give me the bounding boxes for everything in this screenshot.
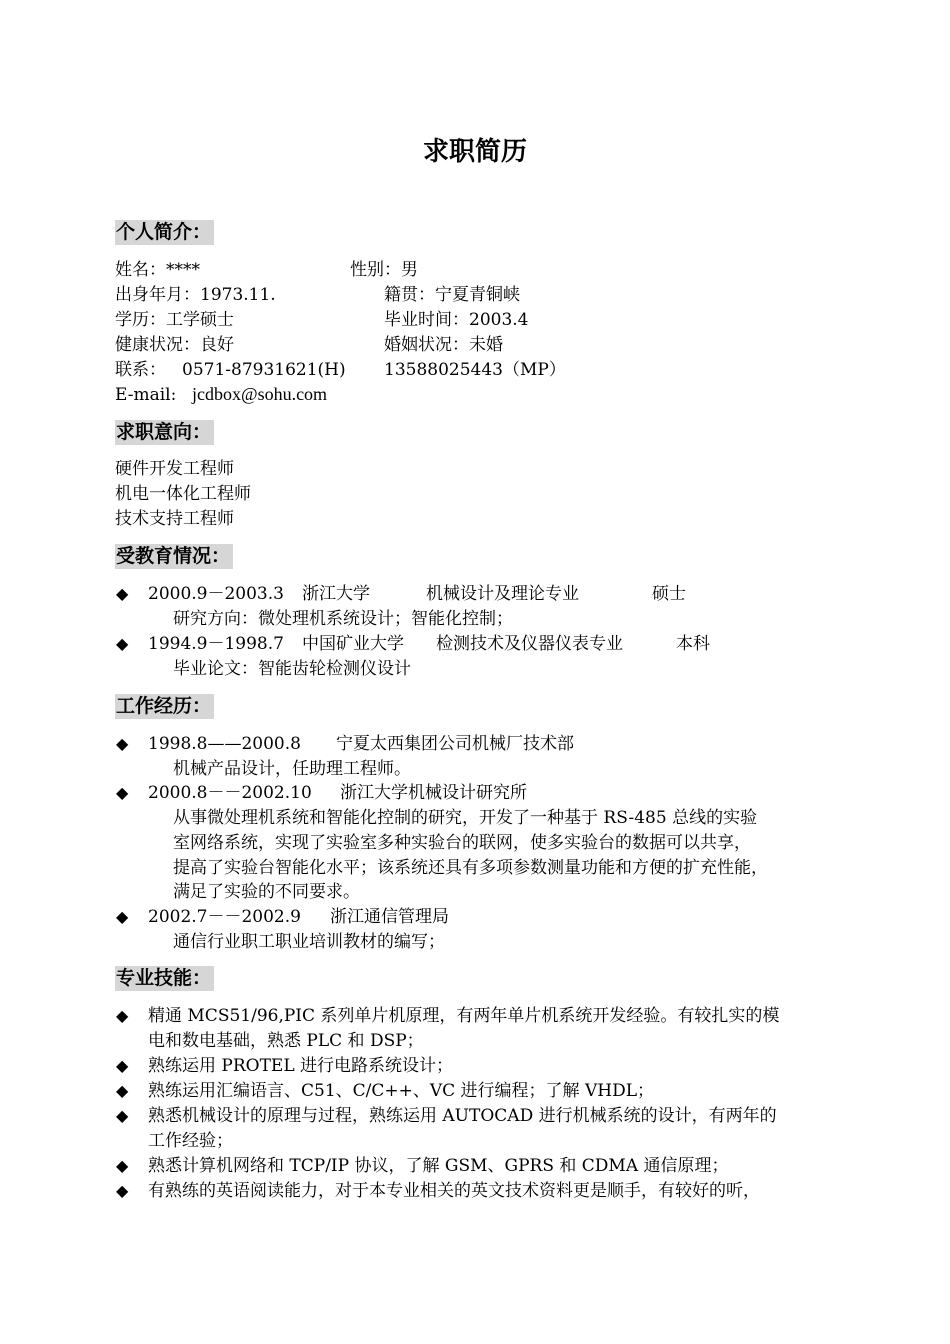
profile-birth: 出身年月：1973.11. <box>115 285 276 305</box>
diamond-bullet-icon: ◆ <box>116 634 129 653</box>
skill-line: 熟练运用 PROTEL 进行电路系统设计； <box>148 1056 454 1076</box>
work-desc-line: 机械产品设计，任助理工程师。 <box>173 759 411 779</box>
education-school: 浙江大学 <box>302 584 370 604</box>
skill-line: 工作经验； <box>148 1131 233 1151</box>
profile-name: 姓名：**** <box>115 260 200 280</box>
section-heading-skills: 专业技能： <box>115 966 214 991</box>
skill-line: 有熟练的英语阅读能力，对于本专业相关的英文技术资料更是顺手，有较好的听， <box>148 1181 760 1201</box>
diamond-bullet-icon: ◆ <box>116 1156 129 1175</box>
section-heading-profile: 个人简介： <box>115 220 214 245</box>
education-detail: 毕业论文：智能齿轮检测仪设计 <box>173 659 411 679</box>
work-period: 2000.8－－2002.10 <box>148 783 312 803</box>
profile-degree: 学历：工学硕士 <box>115 310 234 330</box>
skill-line: 精通 MCS51/96,PIC 系列单片机原理，有两年单片机系统开发经验。有较扎实的模 <box>148 1006 780 1026</box>
work-desc-line: 提高了实验台智能化水平；该系统还具有多项参数测量功能和方便的扩充性能， <box>173 858 768 878</box>
education-level: 本科 <box>676 634 710 654</box>
work-desc-line: 满足了实验的不同要求。 <box>173 882 360 902</box>
education-school: 中国矿业大学 <box>302 634 404 654</box>
education-period: 2000.9－2003.3 <box>148 584 284 604</box>
profile-contact-label: 联系： <box>115 360 166 380</box>
page-title: 求职简历 <box>422 137 527 167</box>
work-desc-line: 从事微处理机系统和智能化控制的研究，开发了一种基于 RS-485 总线的实验 <box>173 808 758 828</box>
objective-item: 机电一体化工程师 <box>115 484 251 504</box>
diamond-bullet-icon: ◆ <box>116 734 129 753</box>
diamond-bullet-icon: ◆ <box>116 1006 129 1025</box>
skill-line: 熟练运用汇编语言、C51、C/C++、VC 进行编程；了解 VHDL； <box>148 1081 654 1101</box>
profile-gender: 性别：男 <box>350 260 418 280</box>
diamond-bullet-icon: ◆ <box>116 1081 129 1100</box>
section-heading-objective: 求职意向： <box>115 420 214 445</box>
work-org: 浙江通信管理局 <box>330 907 449 927</box>
work-period: 2002.7－－2002.9 <box>148 907 301 927</box>
work-desc-line: 室网络系统，实现了实验室多种实验台的联网，使多实验台的数据可以共享， <box>173 833 751 853</box>
profile-marital: 婚姻状况：未婚 <box>384 335 503 355</box>
education-major: 机械设计及理论专业 <box>426 584 579 604</box>
skill-line: 熟悉计算机网络和 TCP/IP 协议，了解 GSM、GPRS 和 CDMA 通信原理； <box>148 1156 729 1176</box>
diamond-bullet-icon: ◆ <box>116 584 129 603</box>
profile-email-label: E-mail: <box>115 385 177 405</box>
education-period: 1994.9－1998.7 <box>148 634 284 654</box>
diamond-bullet-icon: ◆ <box>116 1181 129 1200</box>
work-org: 宁夏太西集团公司机械厂技术部 <box>336 734 574 754</box>
objective-item: 硬件开发工程师 <box>115 459 234 479</box>
work-org: 浙江大学机械设计研究所 <box>340 783 527 803</box>
objective-item: 技术支持工程师 <box>115 509 234 529</box>
profile-phone-mobile: 13588025443（MP） <box>384 360 566 380</box>
profile-health: 健康状况：良好 <box>115 335 234 355</box>
diamond-bullet-icon: ◆ <box>116 907 129 926</box>
skill-line: 电和数电基础，熟悉 PLC 和 DSP； <box>148 1031 424 1051</box>
profile-grad-time: 毕业时间：2003.4 <box>384 310 529 330</box>
diamond-bullet-icon: ◆ <box>116 1106 129 1125</box>
section-heading-work: 工作经历： <box>115 694 214 719</box>
diamond-bullet-icon: ◆ <box>116 783 129 802</box>
skill-line: 熟悉机械设计的原理与过程，熟练运用 AUTOCAD 进行机械系统的设计，有两年的 <box>148 1106 777 1126</box>
profile-native: 籍贯：宁夏青铜峡 <box>384 285 520 305</box>
work-period: 1998.8——2000.8 <box>148 734 301 754</box>
education-detail: 研究方向：微处理机系统设计；智能化控制； <box>173 609 513 629</box>
education-level: 硕士 <box>652 584 686 604</box>
diamond-bullet-icon: ◆ <box>116 1056 129 1075</box>
section-heading-education: 受教育情况： <box>115 544 233 569</box>
profile-email-link[interactable]: jcdbox@sohu.com <box>192 384 328 404</box>
work-desc-line: 通信行业职工职业培训教材的编写； <box>173 932 445 952</box>
profile-phone-home: 0571-87931621(H) <box>182 360 346 380</box>
education-major: 检测技术及仪器仪表专业 <box>436 634 623 654</box>
